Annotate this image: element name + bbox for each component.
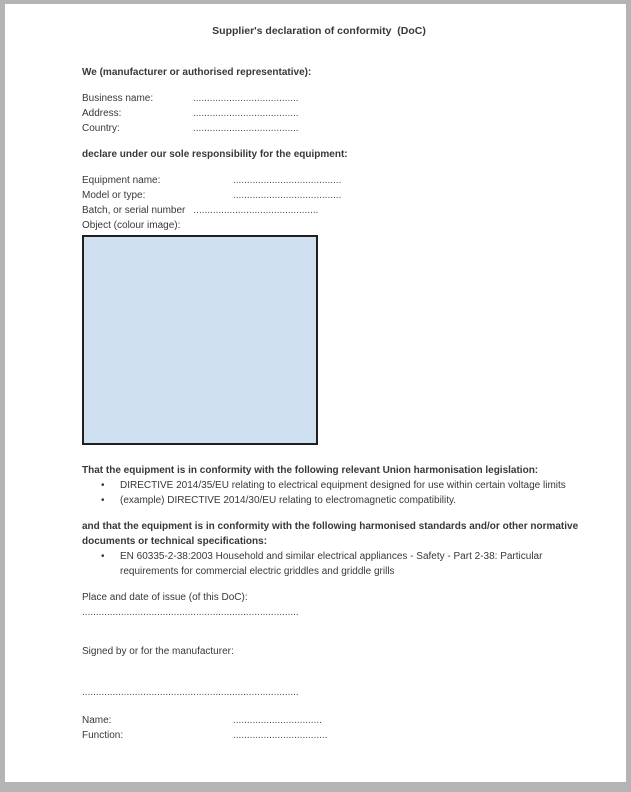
- en-standard-line-1: EN 60335-2-38:2003 Household and similar electrical appliances - Safety - Part 2-38: Particular: [120, 551, 543, 562]
- country-label: Country:: [82, 123, 120, 134]
- standards-heading: [82, 519, 586, 549]
- bullet-marker: •: [101, 551, 105, 562]
- address-fill-line: ......................................: [193, 108, 299, 119]
- equipment-name-label: Equipment name:: [82, 175, 161, 186]
- issue-fill-line: ..............................................................................: [82, 607, 299, 618]
- document-page: [5, 4, 626, 782]
- list-item: [82, 493, 586, 508]
- signer-fields: [82, 713, 586, 743]
- address-label: Address:: [82, 108, 122, 119]
- model-or-type-label: Model or type:: [82, 190, 146, 201]
- list-item: [82, 549, 586, 579]
- business-name-label: Business name:: [82, 93, 154, 104]
- model-or-type-fill-line: .......................................: [233, 190, 342, 201]
- legislation-heading: That the equipment is in conformity with the following relevant Union harmonisation legislation:: [82, 465, 539, 476]
- field-row-function: [82, 728, 586, 743]
- document-title: Supplier's declaration of conformity (DoC): [212, 25, 426, 37]
- directive-2014-35-text: DIRECTIVE 2014/35/EU relating to electrical equipment designed for use within certain voltage limits: [120, 480, 566, 491]
- legislation-list: [82, 478, 586, 508]
- business-name-fill-line: ......................................: [193, 93, 299, 104]
- standards-heading-line-2: documents or technical specifications:: [82, 536, 268, 547]
- function-label: Function:: [82, 730, 124, 741]
- field-row-business-name: [82, 91, 586, 106]
- field-row-equipment-name: [82, 173, 586, 188]
- field-row-object-image: [82, 218, 586, 233]
- object-image-placeholder: [82, 235, 318, 445]
- function-fill-line: ..................................: [233, 730, 328, 741]
- name-fill-line: ................................: [233, 715, 322, 726]
- directive-2014-30-text: (example) DIRECTIVE 2014/30/EU relating to electromagnetic compatibility.: [120, 495, 457, 506]
- batch-serial-label: Batch, or serial number: [82, 205, 186, 216]
- en-standard-text: [120, 549, 586, 579]
- list-item: [82, 478, 586, 493]
- en-standard-line-2: requirements for commercial electric griddles and griddle grills: [120, 566, 395, 577]
- signature-fill-line: ..............................................................................: [82, 687, 299, 698]
- declaration-heading: declare under our sole responsibility for the equipment:: [82, 149, 348, 160]
- object-image-label: Object (colour image):: [82, 220, 181, 231]
- field-row-batch-serial: [82, 203, 586, 218]
- name-label: Name:: [82, 715, 112, 726]
- manufacturer-heading: We (manufacturer or authorised representative):: [82, 67, 312, 78]
- equipment-fields: [82, 173, 586, 233]
- bullet-marker: •: [101, 495, 105, 506]
- issue-label: Place and date of issue (of this DoC):: [82, 592, 248, 603]
- standards-list: [82, 549, 586, 579]
- country-fill-line: ......................................: [193, 123, 299, 134]
- field-row-model-or-type: [82, 188, 586, 203]
- bullet-marker: •: [101, 480, 105, 491]
- standards-heading-line-1: and that the equipment is in conformity with the following harmonised standards and/or other normative: [82, 521, 579, 532]
- field-row-name: [82, 713, 586, 728]
- equipment-name-fill-line: .......................................: [233, 175, 342, 186]
- field-row-address: [82, 106, 586, 121]
- batch-serial-fill-line: .............................................: [193, 205, 319, 216]
- issue-block: [82, 590, 586, 620]
- field-row-country: [82, 121, 586, 136]
- signed-by-label: Signed by or for the manufacturer:: [82, 646, 234, 657]
- manufacturer-fields: [82, 91, 586, 136]
